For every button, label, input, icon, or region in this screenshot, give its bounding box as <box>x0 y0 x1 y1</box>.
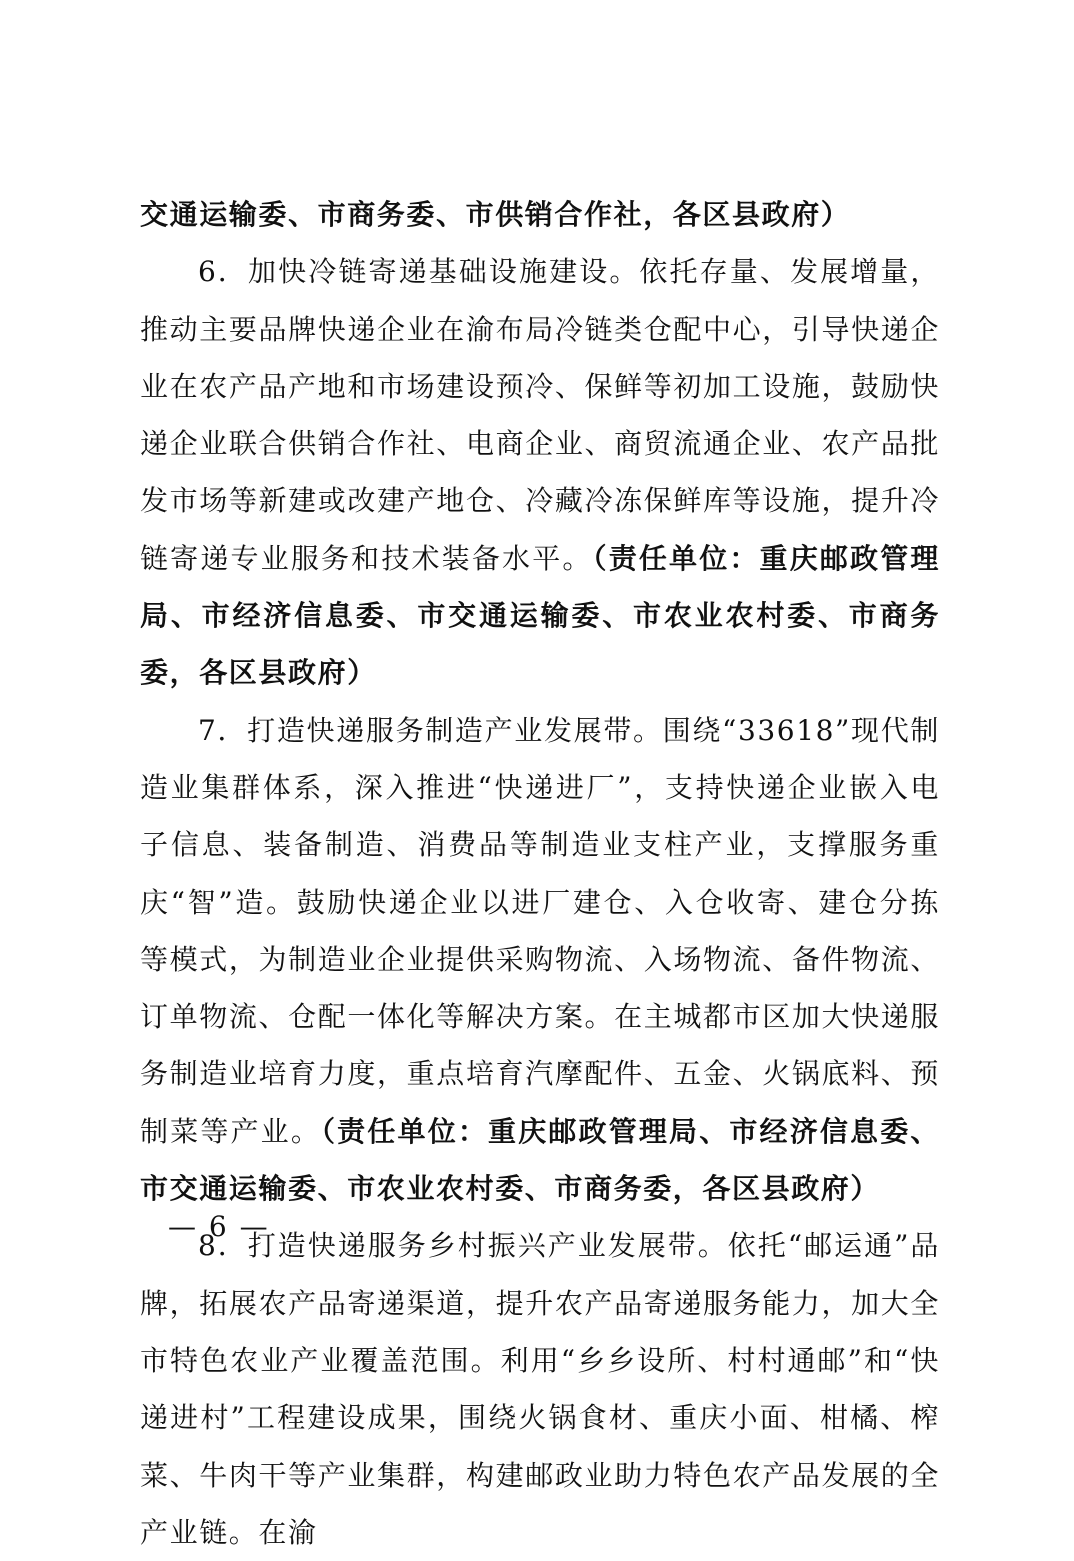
paragraph-text: 6．加快冷链寄递基础设施建设。依托存量、发展增量，推动主要品牌快递企业在渝布局冷链类仓配中心，引导快递企业在农产品产地和市场建设预冷、保鲜等初加工设施，鼓励快递企业联合供销合作社、电商企业、商贸流通企业、农产品批发市场等新建或改建产地仓、冷藏冷冻保鲜库等设施，提升冷链寄递专业服务和技术装备水平。 <box>140 255 940 575</box>
paragraph-text: 7．打造快递服务制造产业发展带。围绕“33618”现代制造业集群体系，深入推进“快递进厂”，支持快递企业嵌入电子信息、装备制造、消费品等制造业支柱产业，支撑服务重庆“智”造。鼓励快递企业以进厂建仓、入仓收寄、建仓分拣等模式，为制造业企业提供采购物流、入场物流、备件物流、订单物流、仓配一体化等解决方案。在主城都市区加大快递服务制造业培育力度，重点培育汽摩配件、五金、火锅底料、预制菜等产业。 <box>140 713 940 1148</box>
responsibility-note: （责任单位：重庆邮政管理局、市经济信息委、市交通运输委、市农业农村委、市商务委，各区县政府） <box>140 1114 940 1206</box>
paragraph-8 <box>140 1217 940 1561</box>
paragraph-5-continuation <box>140 186 940 243</box>
page-number: — 6 — <box>168 1210 270 1243</box>
document-body <box>140 186 940 1561</box>
paragraph-text: 8．打造快递服务乡村振兴产业发展带。依托“邮运通”品牌，拓展农产品寄递渠道，提升农产品寄递服务能力，加大全市特色农业产业覆盖范围。利用“乡乡设所、村村通邮”和“快递进村”工程建设成果，围绕火锅食材、重庆小面、柑橘、榨菜、牛肉干等产业集群，构建邮政业助力特色农产品发展的全产业链。在渝 <box>140 1229 940 1549</box>
paragraph-7 <box>140 702 940 1218</box>
paragraph-6 <box>140 243 940 701</box>
responsibility-note: 交通运输委、市商务委、市供销合作社，各区县政府） <box>140 198 851 231</box>
responsibility-note: （责任单位：重庆邮政管理局、市经济信息委、市交通运输委、市农业农村委、市商务委，各区县政府） <box>140 541 940 690</box>
